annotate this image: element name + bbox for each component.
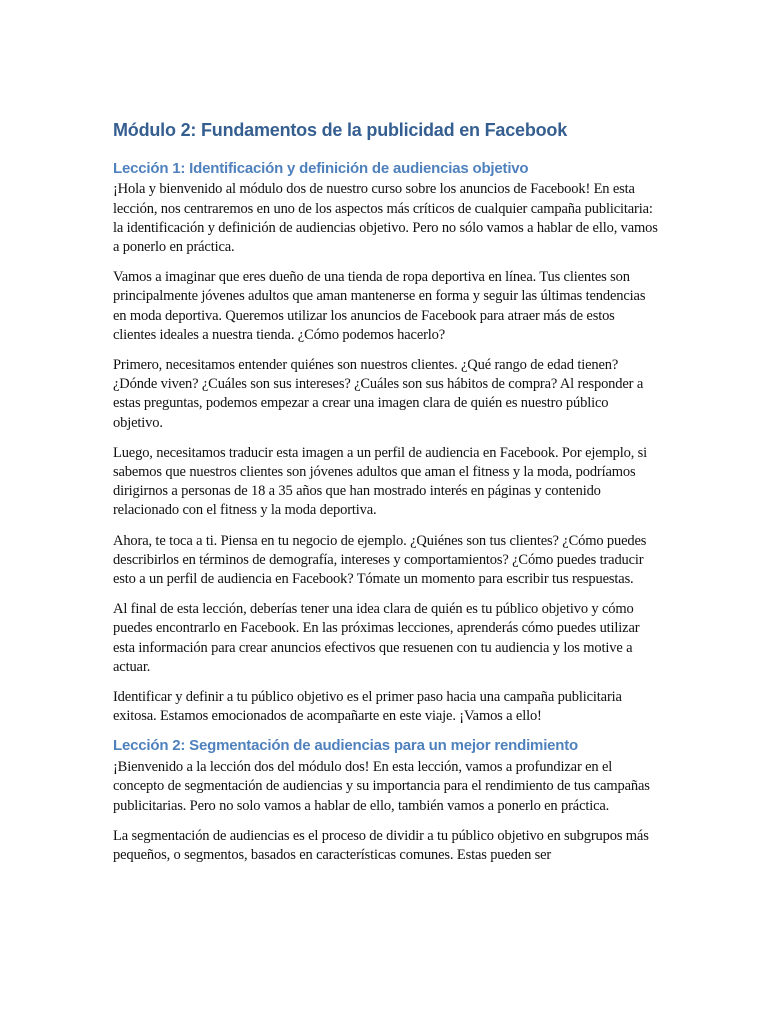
lesson-2-section (113, 737, 661, 865)
lesson-1-paragraph-1: ¡Hola y bienvenido al módulo dos de nuestro curso sobre los anuncios de Facebook! En esta lección, nos centraremos en uno de los aspectos más críticos de cualquier campaña publicitaria: la identificación y definición de audiencias objetivo. Pero no sólo vamos a hablar de ello, vamos a ponerlo en práctica. (113, 181, 658, 255)
lesson-1-paragraph-4: Luego, necesitamos traducir esta imagen a un perfil de audiencia en Facebook. Por ejemplo, si sabemos que nuestros clientes son jóvenes adultos que aman el fitness y la moda, podríamos dirigirnos a personas de 18 a 35 años que han mostrado interés en páginas y contenido relacionado con el fitness y la moda deportiva. (113, 444, 648, 519)
lesson-1-paragraph-2: Vamos a imaginar que eres dueño de una tienda de ropa deportiva en línea. Tus clientes son principalmente jóvenes adultos que aman mantenerse en forma y seguir las últimas tendencias en moda deportiva. Queremos utilizar los anuncios de Facebook para atraer más de estos clientes ideales a nuestra tienda. ¿Cómo podemos hacerlo? (113, 269, 646, 343)
document-content (113, 120, 661, 876)
lesson-1-paragraph-3: Primero, necesitamos entender quiénes son nuestros clientes. ¿Qué rango de edad tienen? ¿Dónde viven? ¿Cuáles son sus intereses? ¿Cuáles son sus hábitos de compra? Al responder a estas preguntas, podemos empezar a crear una imagen clara de quién es nuestro público objetivo. (113, 356, 644, 431)
lesson-1-section (113, 160, 661, 727)
lesson-1-title: Lección 1: Identificación y definición de audiencias objetivo (113, 159, 529, 177)
module-title: Módulo 2: Fundamentos de la publicidad en Facebook (113, 120, 568, 140)
lesson-2-title: Lección 2: Segmentación de audiencias para un mejor rendimiento (113, 737, 579, 755)
lesson-1-paragraph-5: Ahora, te toca a ti. Piensa en tu negocio de ejemplo. ¿Quiénes son tus clientes? ¿Cómo puedes describirlos en términos de demografía, intereses y comportamientos? ¿Cómo puedes traducir esto a un perfil de audiencia en Facebook? Tómate un momento para escribir tus respuestas. (113, 532, 647, 587)
lesson-1-paragraph-6: Al final de esta lección, deberías tener una idea clara de quién es tu público objetivo y cómo puedes encontrarlo en Facebook. En las próximas lecciones, aprenderás cómo puedes utilizar esta información para crear anuncios efectivos que resuenen con tu audiencia y los motive a actuar. (113, 601, 640, 675)
lesson-2-paragraph-1: ¡Bienvenido a la lección dos del módulo dos! En esta lección, vamos a profundizar en el concepto de segmentación de audiencias y su importancia para el rendimiento de tus campañas publicitarias. Pero no solo vamos a hablar de ello, también vamos a ponerlo en práctica. (113, 759, 650, 814)
lesson-2-paragraph-2: La segmentación de audiencias es el proceso de dividir a tu público objetivo en subgrupos más pequeños, o segmentos, basados en características comunes. Estas pueden ser (113, 827, 649, 863)
lesson-1-paragraph-7: Identificar y definir a tu público objetivo es el primer paso hacia una campaña publicitaria exitosa. Estamos emocionados de acompañarte en este viaje. ¡Vamos a ello! (113, 689, 622, 725)
